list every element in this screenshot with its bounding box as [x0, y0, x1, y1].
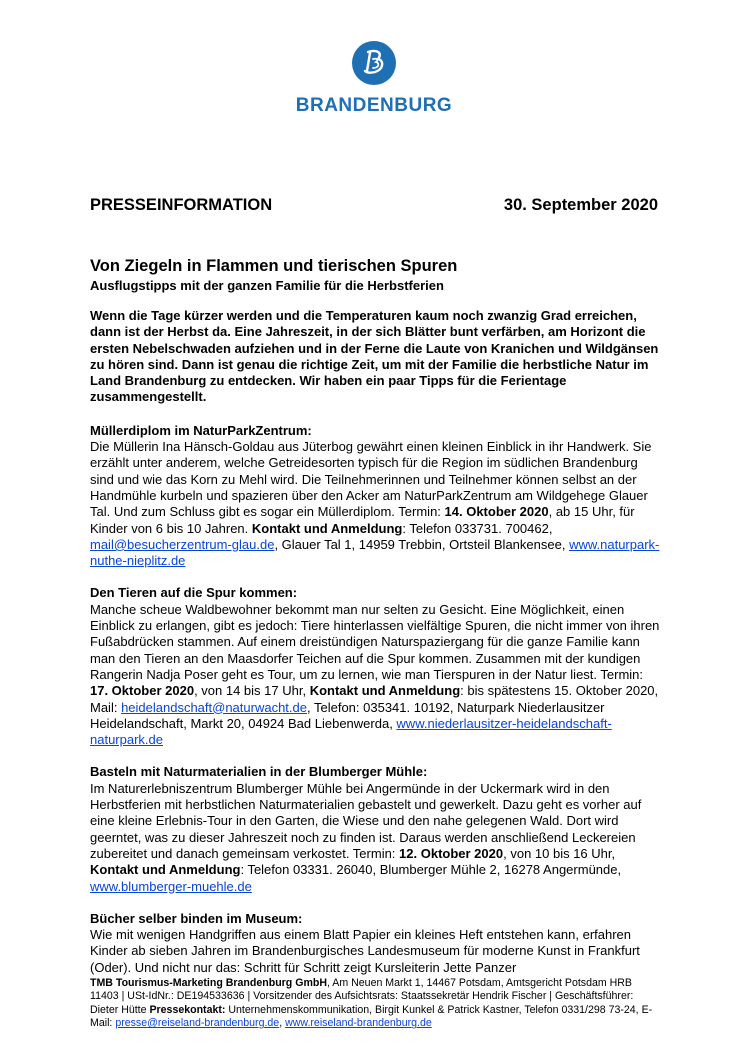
section-text: , Telefon: 035341. 10192, Naturpark Niederlausitzer Heidelandschaft, Markt 20, 04924 Bad Liebenwerda, [90, 699, 605, 731]
section-text: , von 10 bis 16 Uhr, [503, 845, 616, 861]
section-muellerdiplom [90, 423, 662, 570]
email-link[interactable]: heidelandschaft@naturwacht.de [121, 699, 307, 715]
footer-separator: , [279, 1017, 286, 1030]
brand-logo [292, 40, 456, 117]
brandenburg-logo-icon [351, 40, 397, 86]
section-text: Die Müllerin Ina Hänsch-Goldau aus Jüterbog gewährt einen kleinen Einblick in ihr Handwerk. Sie erzählt unter anderem, welche Getreidesorten typisch für die Region im südlichen Brandenburg sind und wie das Korn zu Mehl wird. Die Teilnehmerinnen und Teilnehmer können selbst an der Handmühle kurbeln und spazieren über den Acker am NaturParkZentrum am Wildgehege Glauer Tal. Und zum Schluss gibt es sogar ein Müllerdiplom. Termin: [90, 439, 652, 520]
section-title: Basteln mit Naturmaterialien in der Blumberger Mühle: [90, 764, 428, 780]
lead-paragraph: Wenn die Tage kürzer werden und die Temperaturen kaum noch zwanzig Grad erreichen, dann ist der Herbst da. Eine Jahreszeit, in der sich Blätter bunt verfärben, am Horizont die ersten Nebelschwaden aufziehen und in der Ferne die Laute von Kranichen und Wildgänsen zu hören sind. Dann ist genau die richtige Zeit, um mit der Familie die herbstliche Natur im Land Brandenburg zu entdecken. Wir haben ein paar Tipps für die Ferientage zusammengestellt. [90, 308, 659, 405]
section-text: : Telefon 033731. 700462, [402, 520, 553, 536]
contact-label: Kontakt und Anmeldung [251, 520, 403, 536]
section-title: Müllerdiplom im NaturParkZentrum: [90, 422, 312, 438]
section-text: , ab 15 Uhr, für Kinder von 6 bis 10 Jahren. [90, 504, 635, 536]
press-label: PRESSEINFORMATION [90, 196, 273, 214]
section-text: , Glauer Tal 1, 14959 Trebbin, Ortsteil Blankensee, [274, 536, 570, 552]
section-text: Manche scheue Waldbewohner bekommt man nur selten zu Gesicht. Eine Möglichkeit, einen Einblick zu erlangen, gibt es jedoch: Tiere hinterlassen vielfältige Spuren, die nicht immer von ihren Fußabdrücken stammen. Auf einem dreistündigen Naturspaziergang für die ganze Familie kann man den Tieren an den Maasdorfer Teichen auf die Spur kommen. Zusammen mit der kundigen Rangerin Nadja Poser geht es Tour, um zu lernen, wie man Tierspuren in der Natur liest. Termin: [90, 601, 660, 682]
article-title: Von Ziegeln in Flammen und tierischen Spuren [90, 257, 458, 275]
section-text: : bis spätestens 15. Oktober 2020, Mail: [90, 683, 659, 715]
website-link[interactable]: www.niederlausitzer-heidelandschaft-naturpark.de [90, 715, 612, 748]
section-blumberger-muehle [90, 764, 662, 894]
section-title: Bücher selber binden im Museum: [90, 910, 303, 926]
website-link[interactable]: www.naturpark-nuthe-nieplitz.de [90, 536, 660, 569]
footer-press-label: Pressekontakt: [149, 1003, 226, 1016]
article-body [90, 308, 662, 976]
footer-text: Unternehmenskommunikation, Birgit Kunkel & Patrick Kastner, Telefon 0331/298 73-24, E-Mail: [90, 1003, 653, 1030]
section-date: 12. Oktober 2020 [399, 845, 504, 861]
footer-company: TMB Tourismus-Marketing Brandenburg GmbH [90, 977, 327, 989]
section-title: Den Tieren auf die Spur kommen: [90, 585, 298, 601]
website-link[interactable]: www.blumberger-muehle.de [90, 878, 252, 894]
footer-website-link[interactable]: www.reiseland-brandenburg.de [285, 1017, 432, 1030]
email-link[interactable]: mail@besucherzentrum-glau.de [90, 536, 275, 552]
brand-name: BRANDENBURG [295, 95, 453, 116]
press-header [90, 196, 658, 215]
section-date: 14. Oktober 2020 [444, 504, 549, 520]
press-date: 30. September 2020 [503, 196, 658, 214]
section-text: Im Naturerlebniszentrum Blumberger Mühle bei Angermünde in der Uckermark wird in den Herbstferien mit herbstlichen Naturmaterialien gebastelt und gewerkelt. Dazu geht es vorher auf eine kleine Erlebnis-Tour in den Garten, die Wiese und den nahe gelegenen Wald. Dort wird geerntet, was zu dieser Jahreszeit noch zu finden ist. Daraus werden anschließend Leckereien zubereitet und danach gemeinsam verkostet. Termin: [90, 780, 642, 861]
contact-label: Kontakt und Anmeldung [309, 683, 461, 699]
section-text: , von 14 bis 17 Uhr, [194, 683, 310, 699]
section-text: Wie mit wenigen Handgriffen aus einem Blatt Papier ein kleines Heft entstehen kann, erfahren Kinder ab sieben Jahren im Brandenburgisches Landesmuseum für moderne Kunst in Frankfurt (Oder). Und nicht nur das: Schritt für Schritt zeigt Kursleiterin Jette Panzer [90, 927, 640, 975]
section-date: 17. Oktober 2020 [90, 683, 195, 699]
section-tierspuren [90, 585, 662, 748]
article-subtitle: Ausflugstipps mit der ganzen Familie für die Herbstferien [90, 278, 444, 293]
page-footer [90, 977, 662, 1031]
section-text: : Telefon 03331. 26040, Blumberger Mühle 2, 16278 Angermünde, [240, 862, 622, 878]
footer-text: , Am Neuen Markt 1, 14467 Potsdam, Amtsgericht Potsdam HRB 11403 | USt-IdNr.: DE194533636 | Vorsitzender des Aufsichtsrats: Staatssekretär Hendrik Fischer | Geschäftsführer: Dieter Hütte [90, 977, 634, 1016]
section-buecher-binden [90, 911, 662, 976]
footer-email-link[interactable]: presse@reiseland-brandenburg.de [115, 1017, 280, 1030]
contact-label: Kontakt und Anmeldung [90, 862, 241, 878]
